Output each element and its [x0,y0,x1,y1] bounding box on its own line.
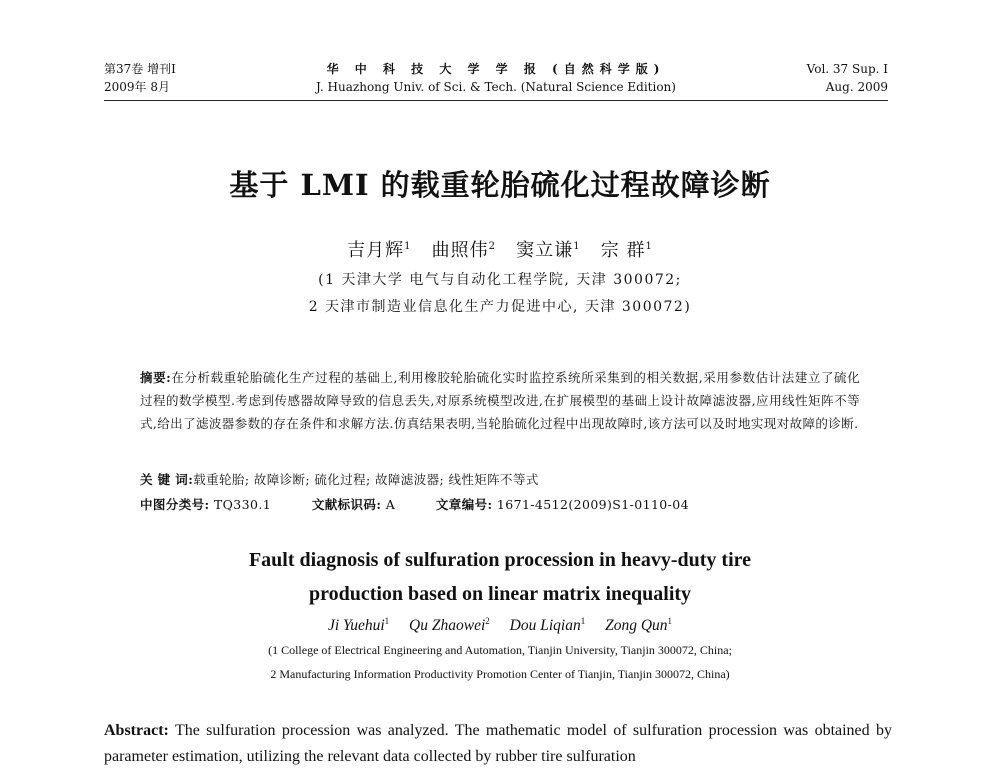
authors-en [0,616,1000,635]
paper-title-cn: 基于 LMI 的载重轮胎硫化过程故障诊断 [229,168,771,202]
author-en: Dou Liqian$^1$ [509,616,586,635]
affiliation-cn-1: (1 天津大学 电气与自动化工程学院, 天津 300072; [318,272,682,288]
affiliation-en-2: 2 Manufacturing Information Productivity Promotion Center of Tianjin, Tianjin 300072, China) [270,667,730,681]
keywords-cn-text: 载重轮胎; 故障诊断; 硫化过程; 故障滤波器; 线性矩阵不等式 [193,472,539,487]
abstract-en-label: Abstract: [104,722,169,739]
volume-issue-en [807,60,888,96]
header-rule [104,100,888,101]
running-header [104,60,888,104]
author-en: Ji Yuehui$^1$ [327,616,390,635]
affiliation-en-1: (1 College of Electrical Engineering and Automation, Tianjin University, Tianjin 300072, China; [268,643,732,657]
articleno-label: 文章编号: [435,497,493,512]
journal-name-cn: 华 中 科 技 大 学 学 报 (自然科学版) [326,62,666,76]
volume-line-en: Vol. 37 Sup. Ⅰ [806,62,888,76]
clc-label: 中图分类号: [140,497,210,512]
author-cn: 宗 群$^1$ [600,240,653,261]
doccode-value: A [385,497,396,512]
keywords-cn [140,470,860,488]
author-en: Qu Zhaowei$^2$ [409,616,490,635]
clc-value: TQ330.1 [213,497,272,512]
classification-ids [140,495,860,513]
abstract-cn-text: 在分析载重轮胎硫化生产过程的基础上,利用橡胶轮胎硫化实时监控系统所采集到的相关数据,采用参数估计法建立了硫化过程的数学模型.考虑到传感器故障导致的信息丢失,对原系统模型改进,在扩展模型的基础上设计故障滤波器,应用线性矩阵不等式,给出了滤波器参数的存在条件和求解方法.仿真结果表明,当轮胎硫化过程中出现故障时,该方法可以及时地实现对故障的诊断. [140,370,860,431]
keywords-cn-label: 关 键 词: [140,472,194,487]
journal-name-en: J. Huazhong Univ. of Sci. & Tech. (Natural Science Edition) [316,80,676,94]
abstract-cn-label: 摘要: [140,370,172,385]
author-en: Zong Qun$^1$ [605,616,673,635]
authors-cn [0,236,1000,262]
articleno-value: 1671-4512(2009)S1-0110-04 [496,497,689,512]
author-cn: 窦立谦$^1$ [516,240,581,261]
doccode-label: 文献标识码: [311,497,382,512]
paper-title-en-line2: production based on linear matrix inequality [308,583,692,605]
author-cn: 吉月辉$^1$ [347,240,412,261]
abstract-en-text: The sulfuration procession was analyzed. The mathematic model of sulfuration procession was obtained by parameter estimation, utilizing the relevant data collected by rubber tire sulfuration [104,722,893,765]
abstract-cn [140,366,860,435]
author-cn: 曲照伟$^2$ [431,240,497,261]
volume-line: 第37卷 增刊Ⅰ [104,62,176,76]
journal-name [104,60,888,96]
paper-title-en-line1: Fault diagnosis of sulfuration procession in heavy-duty tire [248,549,752,571]
affiliation-cn-2: 2 天津市制造业信息化生产力促进中心, 天津 300072) [308,299,692,315]
date-line-en: Aug. 2009 [825,80,888,94]
abstract-en [104,718,892,770]
date-line: 2009年 8月 [104,80,170,94]
